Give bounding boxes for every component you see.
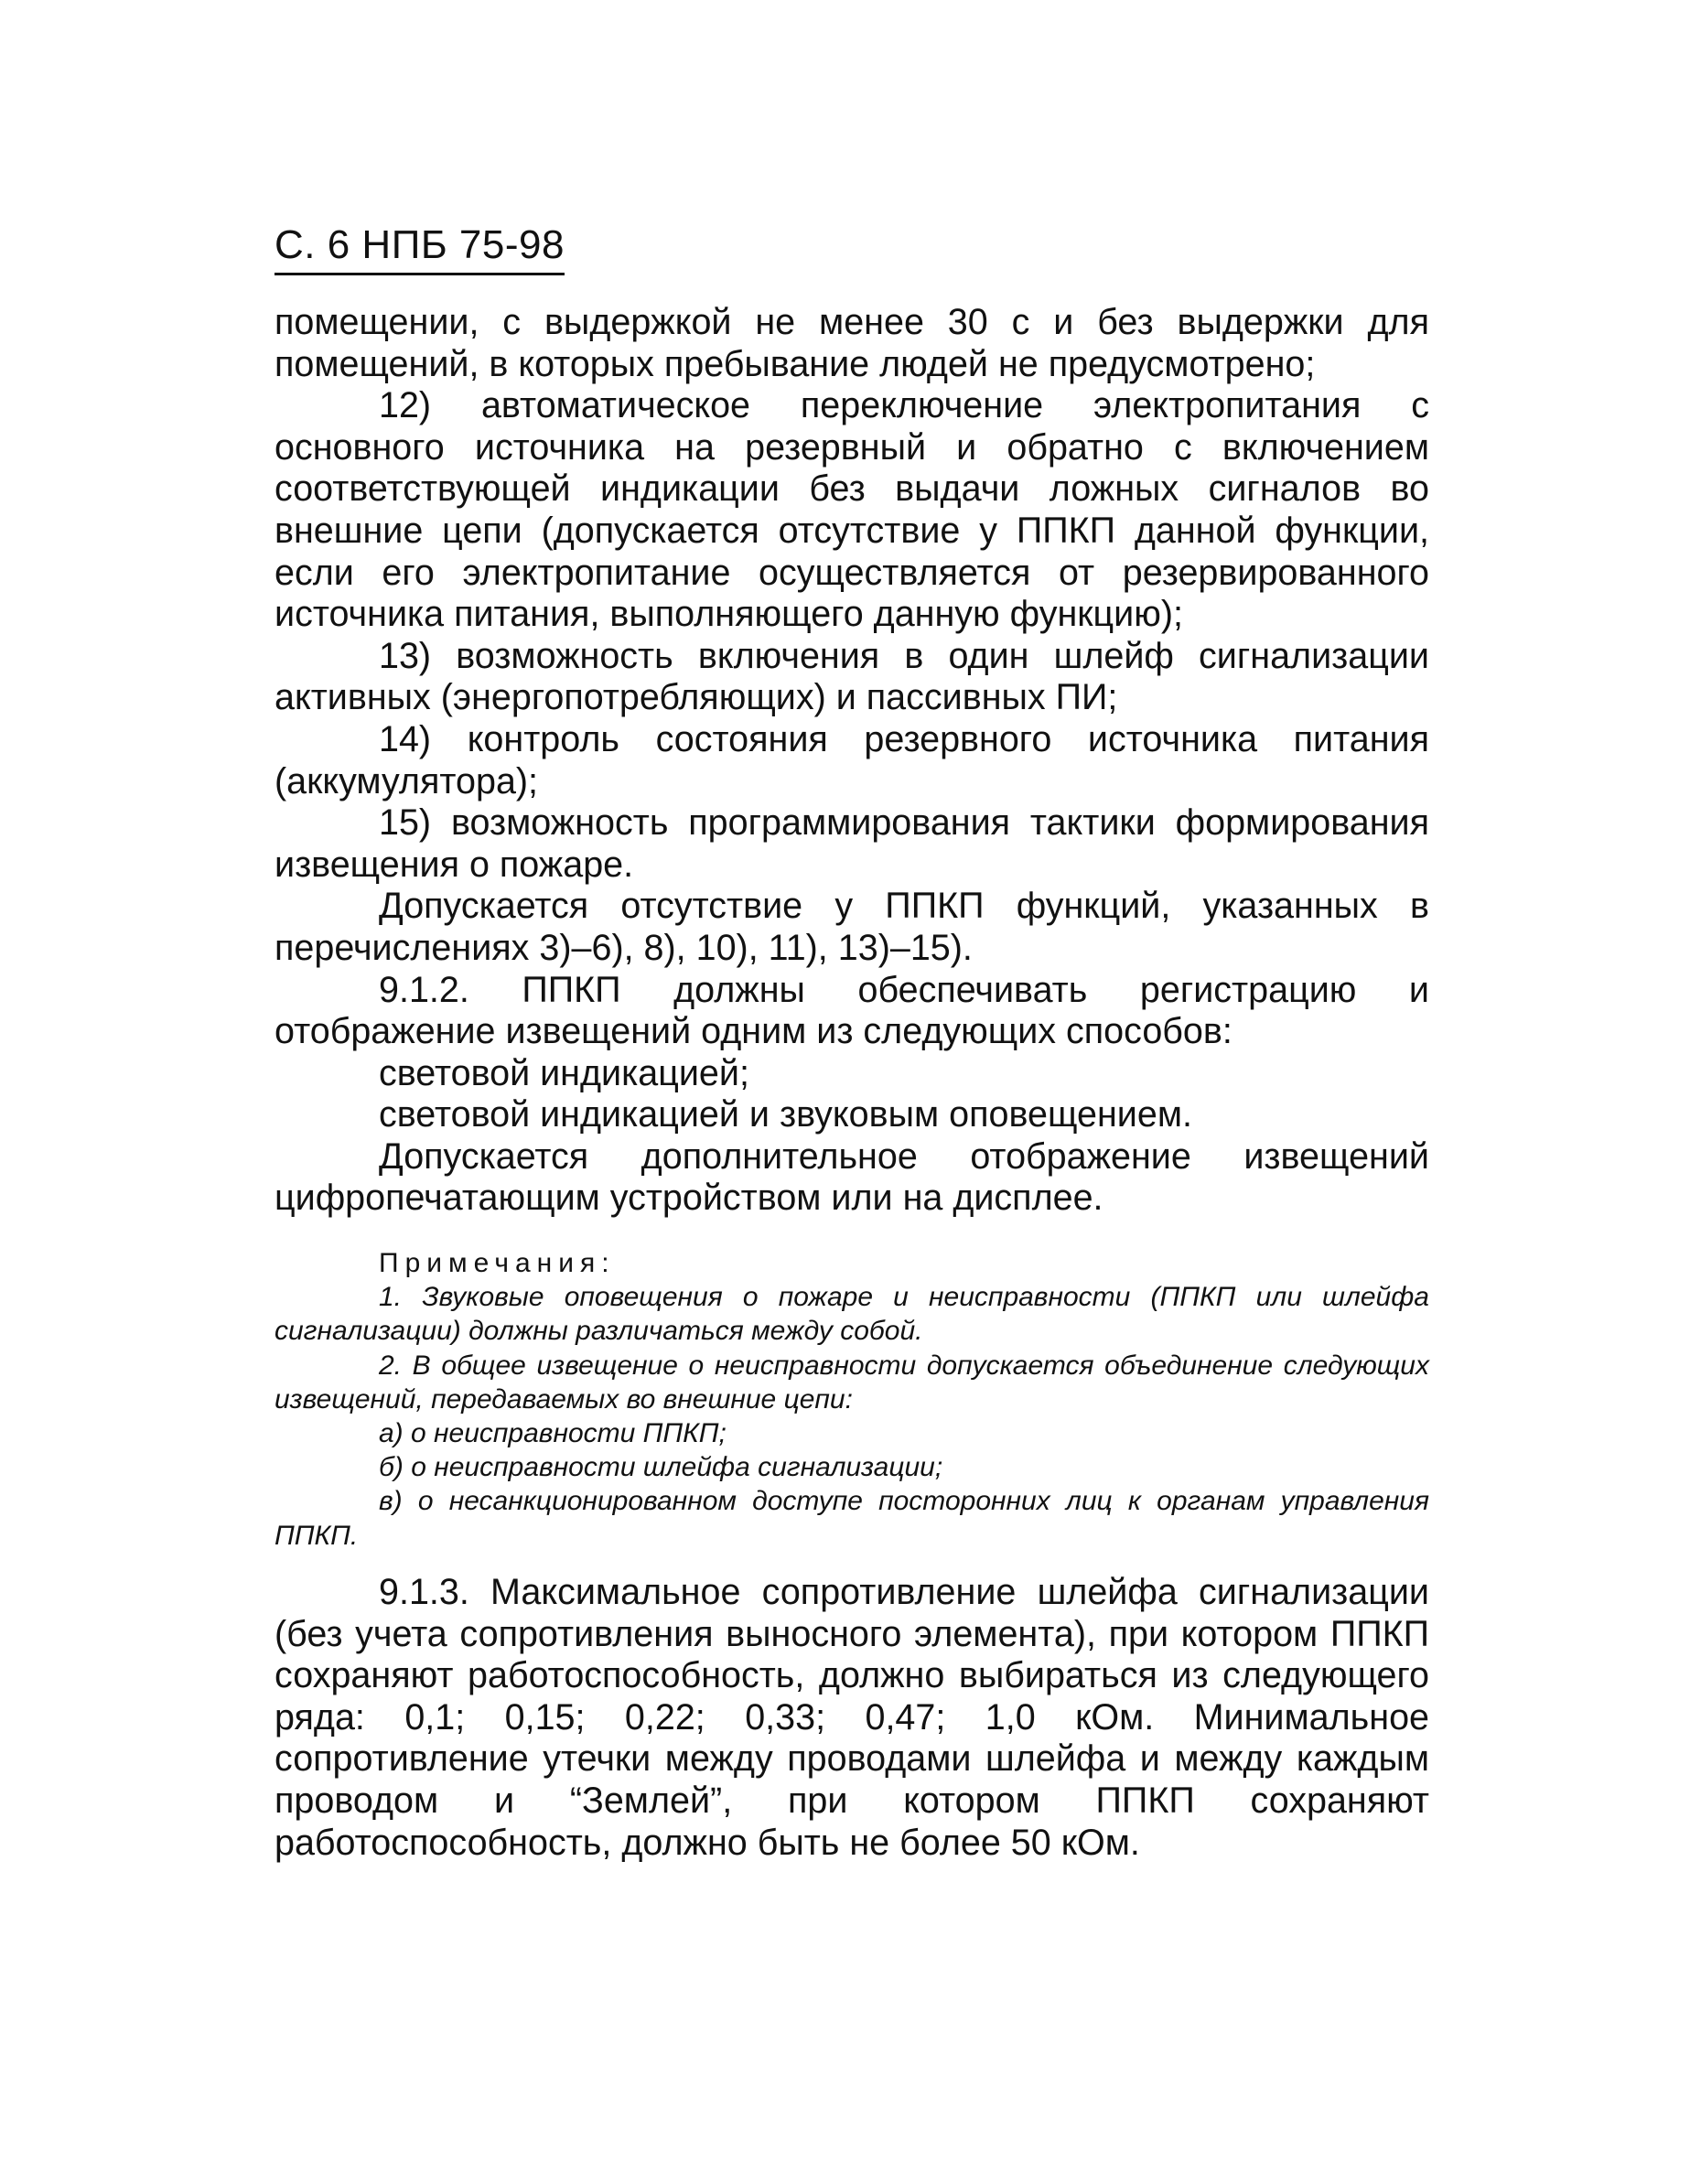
list-item-15: 15) возможность программирования тактики формирования извещения о пожаре. — [274, 802, 1429, 885]
allowance-paragraph: Допускается отсутствие у ППКП функций, указанных в перечислениях 3)–6), 8), 10), 11), 13)–15). — [274, 886, 1429, 968]
page-header: С. 6 НПБ 75-98 — [274, 220, 565, 275]
notes-title: Примечания: — [379, 1248, 616, 1278]
section-9-1-3: 9.1.3. Максимальное сопротивление шлейфа сигнализации (без учета сопротивления выносного элемента), при котором ППКП сохраняют работоспособность, должно выбираться из следующего ряда: 0,1; 0,15; 0,22; 0,33; 0,47; 1,0 кОм. Минимальное сопротивление утечки между проводами шлейфа и между каждым проводом и “Землей”, при котором ППКП сохраняют работоспособность, должно быть не более 50 кОм. — [274, 1572, 1429, 1863]
additional-display-paragraph: Допускается дополнительное отображение извещений цифропечатающим устройством или на дисплее. — [274, 1135, 1429, 1219]
list-item-13: 13) возможность включения в один шлейф сигнализации активных (энергопотребляющих) и пассивных ПИ; — [274, 635, 1429, 718]
method-light-sound: световой индикацией и звуковым оповещением. — [379, 1094, 1192, 1135]
paragraph-continuation: помещении, с выдержкой не менее 30 с и без выдержки для помещений, в которых пребывание людей не предусмотрено; — [274, 302, 1429, 384]
note-2: 2. В общее извещение о неисправности допускается объединение следующих извещений, передаваемых во внешние цепи: — [274, 1350, 1429, 1415]
closing-text — [274, 1572, 1429, 1864]
note-2-a: а) о неисправности ППКП; — [379, 1418, 727, 1449]
main-text — [274, 302, 1429, 1220]
method-light: световой индикацией; — [379, 1052, 749, 1093]
section-9-1-2: 9.1.2. ППКП должны обеспечивать регистрацию и отображение извещений одним из следующих способов: — [274, 969, 1429, 1052]
note-1: 1. Звуковые оповещения о пожаре и неисправности (ППКП или шлейфа сигнализации) должны различаться между собой. — [274, 1282, 1429, 1347]
note-2-c: в) о несанкционированном доступе посторонних лиц к органам управления ППКП. — [274, 1486, 1429, 1551]
note-2-b: б) о неисправности шлейфа сигнализации; — [379, 1452, 943, 1483]
list-item-12: 12) автоматическое переключение электропитания с основного источника на резервный и обратно с включением соответствующей индикации без выдачи ложных сигналов во внешние цепи (допускается отсутствие у ППКП данной функции, если его электропитание осуществляется от резервированного источника питания, выполняющего данную функцию); — [274, 385, 1429, 635]
list-item-14: 14) контроль состояния резервного источника питания (аккумулятора); — [274, 718, 1429, 802]
notes-block — [274, 1246, 1429, 1553]
